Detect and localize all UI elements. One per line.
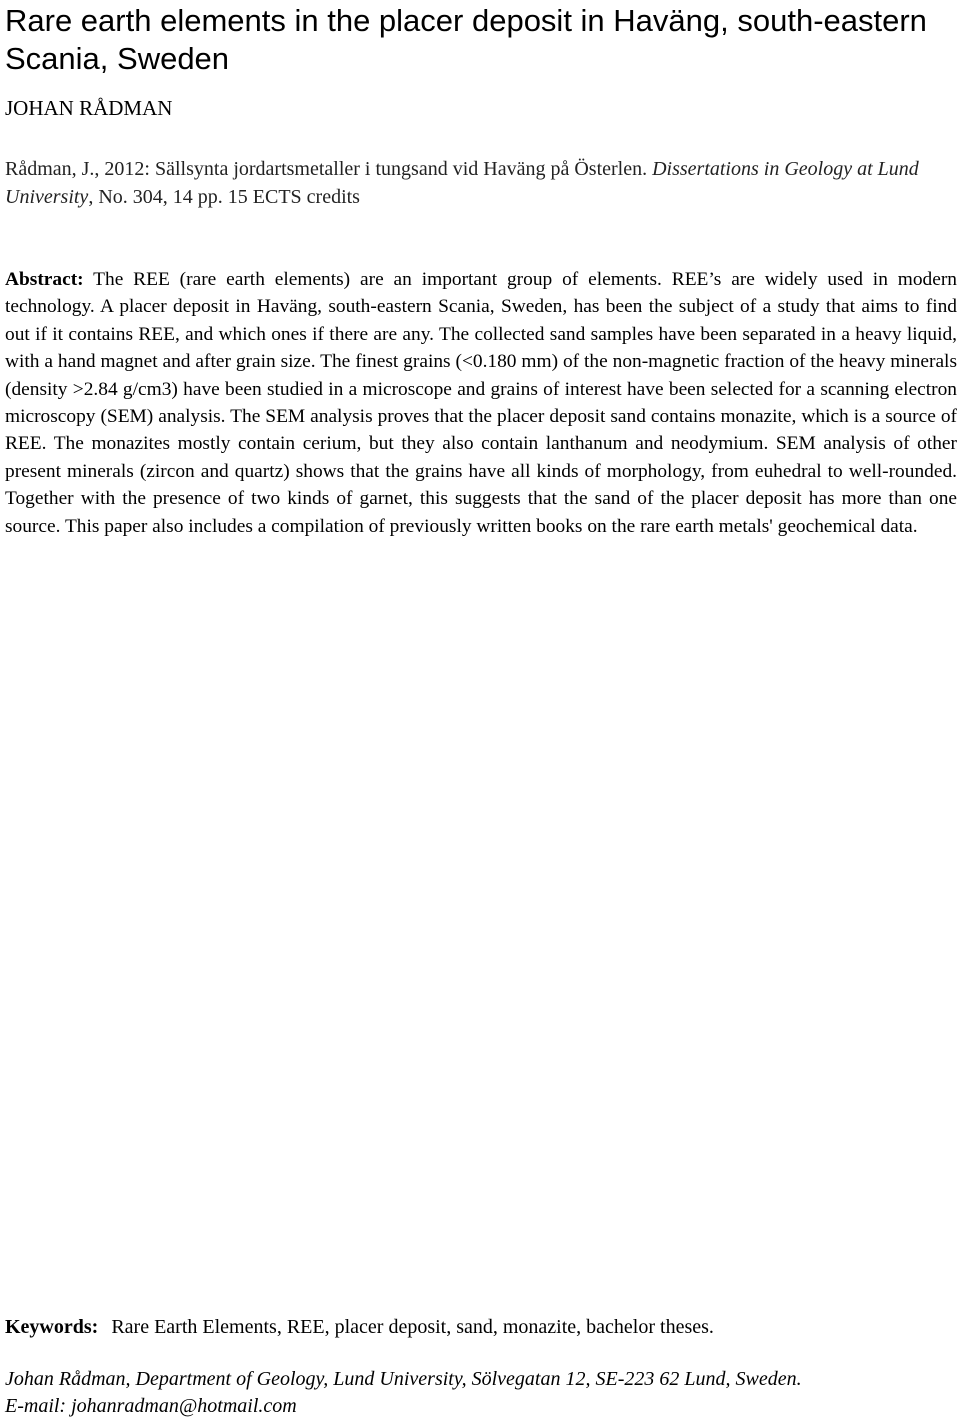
affiliation-email[interactable]: E-mail: johanradman@hotmail.com: [5, 1395, 297, 1417]
paper-title: Rare earth elements in the placer deposit in Haväng, south-eastern Scania, Sweden: [5, 3, 927, 76]
keywords-label: Keywords:: [5, 1316, 99, 1338]
abstract-text: The REE (rare earth elements) are an important group of elements. REE’s are widely used in modern technology. A placer deposit in Haväng, south-eastern Scania, Sweden, has been the subject of a study that aims to find out if it contains REE, and which ones if there are any. The collected sand samples have been separated in a heavy liquid, with a hand magnet and after grain size. The finest grains (<0.180 mm) of the non-magnetic fraction of the heavy minerals (density >2.84 g/cm3) have been studied in a microscope and grains of interest have been selected for a scanning electron microscopy (SEM) analysis. The SEM analysis proves that the placer deposit sand contains monazite, which is a source of REE. The monazites mostly contain cerium, but they also contain lanthanum and neodymium. SEM analysis of other present minerals (zircon and quartz) shows that the grains have all kinds of morphology, from euhedral to well-rounded. Together with the presence of two kinds of garnet, this suggests that the sand of the placer deposit has more than one source. This paper also includes a compilation of previously written books on the rare earth metals' geochemical data.: [5, 269, 957, 537]
affiliation-address: Johan Rådman, Department of Geology, Lund University, Sölvegatan 12, SE-223 62 Lund, Sweden.: [5, 1368, 802, 1390]
author-name: JOHAN RÅDMAN: [5, 96, 173, 120]
citation-prefix: Rådman, J., 2012: Sällsynta jordartsmetaller i tungsand vid Haväng på Österlen.: [5, 158, 648, 180]
citation-series: Dissertations in Geology at Lund University: [5, 158, 919, 208]
abstract-label: Abstract:: [5, 269, 84, 290]
citation-suffix: , No. 304, 14 pp. 15 ECTS credits: [88, 186, 360, 208]
abstract: [5, 266, 957, 540]
keywords-text: Rare Earth Elements, REE, placer deposit, sand, monazite, bachelor theses.: [111, 1316, 714, 1338]
affiliation: [5, 1366, 955, 1420]
keywords: [5, 1314, 955, 1340]
citation: [5, 155, 955, 211]
